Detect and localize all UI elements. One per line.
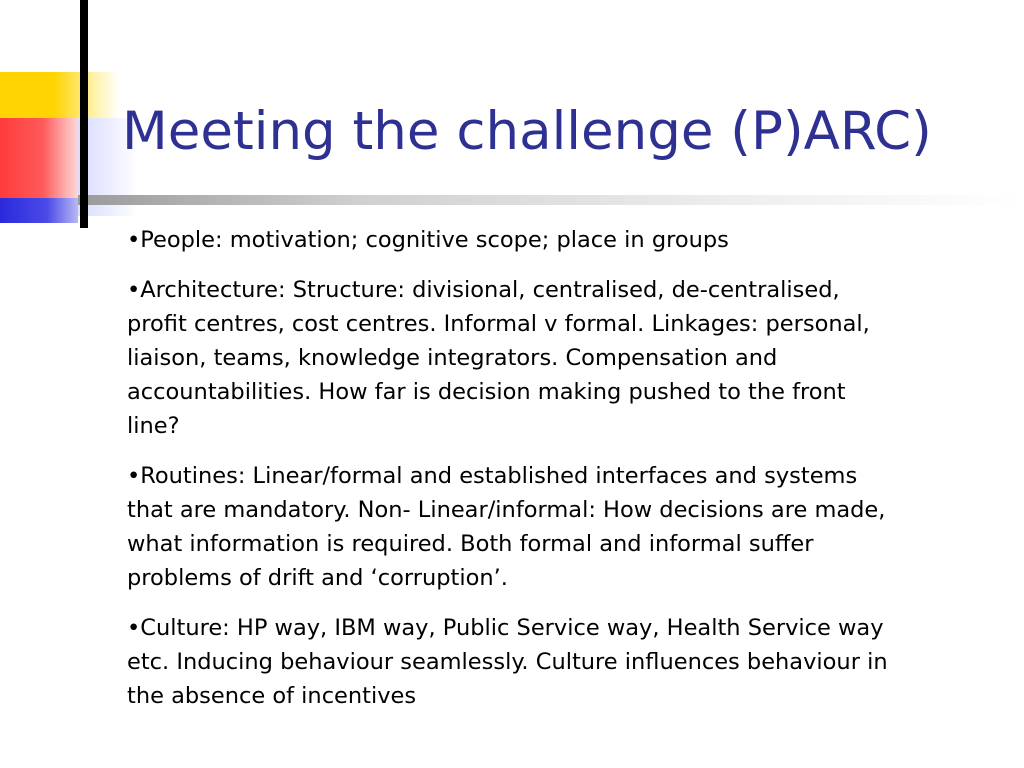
bullet-architecture: •Architecture: Structure: divisional, centralised, de-centralised, profit centres, cost centres. Informal v formal. Linkages: personal, liaison, teams, knowledge integrators. Compensation and accountabilities. How far is decision making pushed to the front line? [127,277,870,439]
decorative-yellow-block [0,72,120,118]
slide-body [127,223,897,729]
bullet-culture: •Culture: HP way, IBM way, Public Service way, Health Service way etc. Inducing behaviour seamlessly. Culture influences behaviour in the absence of incentives [127,615,888,709]
title-underline-rule [78,195,1024,205]
bullet-people: •People: motivation; cognitive scope; place in groups [127,227,729,253]
decorative-red-block [0,118,78,198]
decorative-vertical-bar [80,0,88,228]
bullet-routines: •Routines: Linear/formal and established interfaces and systems that are mandatory. Non- Linear/informal: How decisions are made, what information is required. Both formal and informal suffer problems of drift and ‘corruption’. [127,463,886,591]
decorative-blue-block [0,198,78,223]
slide-title: Meeting the challenge (P)ARC) [122,101,932,162]
